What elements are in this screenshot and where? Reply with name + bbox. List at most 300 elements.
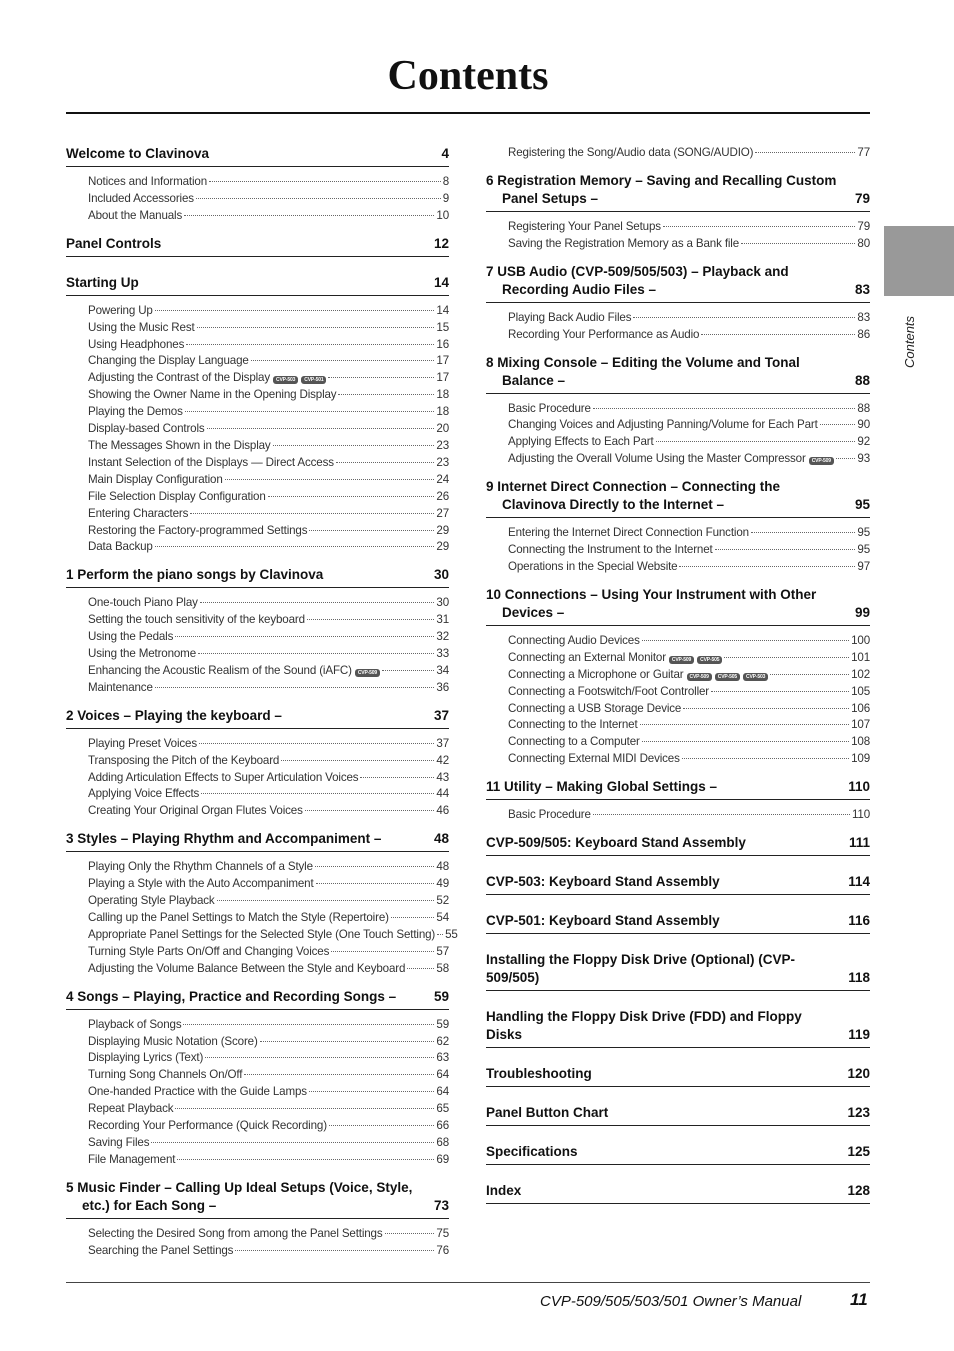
model-badge: CVP-503 bbox=[743, 673, 768, 681]
toc-entry[interactable] bbox=[88, 174, 449, 191]
model-badge: CVP-509 bbox=[809, 457, 834, 465]
toc-entry-page: 14 bbox=[436, 303, 449, 317]
toc-entry-label: Turning Style Parts On/Off and Changing Voices bbox=[88, 944, 330, 958]
toc-entry-label: Searching the Panel Settings bbox=[88, 1243, 234, 1257]
toc-section-page: 88 bbox=[854, 372, 870, 388]
toc-entry-label: Displaying Lyrics (Text) bbox=[88, 1051, 204, 1065]
toc-entry[interactable] bbox=[508, 327, 870, 344]
dot-leader bbox=[338, 394, 434, 395]
toc-section-heading[interactable] bbox=[486, 1143, 870, 1165]
dot-leader bbox=[309, 530, 434, 531]
toc-entry-page: 93 bbox=[857, 452, 870, 466]
toc-entry[interactable] bbox=[88, 1017, 449, 1034]
dot-leader bbox=[281, 760, 434, 761]
dot-leader bbox=[836, 458, 855, 459]
dot-leader bbox=[656, 441, 856, 442]
toc-entry-label: Playback of Songs bbox=[88, 1017, 182, 1031]
toc-entry-label: The Messages Shown in the Display bbox=[88, 438, 271, 452]
toc-entry-page: 44 bbox=[436, 787, 449, 801]
toc-entry-label: Applying Voice Effects bbox=[88, 787, 200, 801]
toc-section-page: 123 bbox=[847, 1105, 870, 1121]
toc-entry[interactable] bbox=[508, 219, 870, 236]
toc-entry-page: 107 bbox=[851, 718, 870, 732]
toc-subentries bbox=[66, 852, 458, 977]
toc-entry[interactable] bbox=[88, 370, 449, 387]
toc-section-heading[interactable] bbox=[486, 951, 870, 991]
toc-entry[interactable] bbox=[508, 145, 870, 162]
toc-section bbox=[66, 830, 458, 977]
dot-leader bbox=[437, 934, 443, 935]
dot-leader bbox=[305, 810, 435, 811]
toc-entry-label: Operating Style Playback bbox=[88, 894, 215, 908]
toc-section bbox=[486, 586, 870, 768]
toc-section-heading[interactable] bbox=[486, 172, 870, 212]
toc-section-title: Installing the Floppy Disk Drive (Optional) (CVP-509/505) bbox=[486, 952, 796, 986]
toc-entry[interactable] bbox=[508, 701, 870, 718]
toc-entry[interactable] bbox=[88, 803, 449, 820]
toc-section-heading[interactable] bbox=[66, 1179, 449, 1219]
toc-entry[interactable] bbox=[508, 717, 870, 734]
toc-entry[interactable] bbox=[88, 663, 449, 680]
toc-entry[interactable] bbox=[88, 303, 449, 320]
toc-section-page: 118 bbox=[848, 970, 870, 986]
toc-entry-label: Connecting Audio Devices bbox=[508, 633, 640, 647]
toc-entry[interactable] bbox=[88, 859, 449, 876]
toc-section-title: 3 Styles – Playing Rhythm and Accompaniment – bbox=[66, 831, 382, 847]
toc-entry[interactable] bbox=[88, 387, 449, 404]
toc-entry-label: Changing the Display Language bbox=[88, 354, 249, 368]
toc-entry[interactable] bbox=[88, 893, 449, 910]
toc-section-heading[interactable] bbox=[66, 707, 449, 729]
toc-section-page: 79 bbox=[854, 190, 870, 206]
toc-subentries bbox=[66, 1219, 449, 1260]
dot-leader bbox=[155, 687, 435, 688]
dot-leader bbox=[155, 310, 435, 311]
toc-entry-label: Adjusting the Contrast of the Display bbox=[88, 371, 270, 385]
toc-entry-label: Restoring the Factory-programmed Settings bbox=[88, 523, 308, 537]
toc-subentries bbox=[66, 167, 449, 225]
toc-section-title: 9 Internet Direct Connection – Connecting the Clavinova Directly to the Internet – bbox=[486, 479, 781, 513]
toc-entry-page: 58 bbox=[436, 961, 449, 975]
toc-entry-page: 95 bbox=[857, 543, 870, 557]
toc-entry-label: Basic Procedure bbox=[508, 401, 591, 415]
toc-entry-label: Display-based Controls bbox=[88, 422, 205, 436]
toc-entry[interactable] bbox=[88, 910, 449, 927]
toc-entry[interactable] bbox=[88, 472, 449, 489]
toc-entry[interactable] bbox=[88, 595, 449, 612]
toc-entry[interactable] bbox=[508, 236, 870, 253]
toc-entry-label: Playing Back Audio Files bbox=[508, 310, 632, 324]
toc-entry[interactable] bbox=[508, 310, 870, 327]
dot-leader bbox=[770, 674, 849, 675]
dot-leader bbox=[682, 758, 849, 759]
toc-subentries bbox=[486, 518, 870, 576]
toc-subentries bbox=[486, 394, 870, 469]
toc-section bbox=[486, 1008, 870, 1048]
toc-entry-page: 63 bbox=[436, 1051, 449, 1065]
dot-leader bbox=[235, 1250, 434, 1251]
toc-entry-label: Appropriate Panel Settings for the Selected Style (One Touch Setting) bbox=[88, 927, 436, 941]
dot-leader bbox=[268, 496, 435, 497]
toc-section-heading[interactable] bbox=[486, 778, 870, 800]
dot-leader bbox=[196, 198, 441, 199]
toc-entry[interactable] bbox=[88, 1084, 449, 1101]
toc-entry-page: 15 bbox=[436, 320, 449, 334]
toc-section-title: Specifications bbox=[486, 1144, 578, 1160]
toc-entry-page: 24 bbox=[436, 472, 449, 486]
toc-entry[interactable] bbox=[88, 753, 449, 770]
dot-leader bbox=[640, 724, 850, 725]
toc-entry-label: Using Headphones bbox=[88, 337, 185, 351]
toc-section-heading[interactable] bbox=[486, 263, 870, 303]
toc-section-title: 5 Music Finder – Calling Up Ideal Setups (Voice, Style, etc.) for Each Song – bbox=[66, 1179, 413, 1213]
toc-section-heading[interactable] bbox=[66, 830, 449, 852]
toc-entry-label: Instant Selection of the Displays — Direct Access bbox=[88, 455, 334, 469]
toc-entry[interactable] bbox=[88, 523, 449, 540]
toc-section bbox=[486, 1182, 870, 1204]
toc-entry-page: 23 bbox=[436, 438, 449, 452]
toc-entry[interactable] bbox=[88, 680, 449, 697]
dot-leader bbox=[244, 1074, 434, 1075]
toc-entry-page: 29 bbox=[436, 523, 449, 537]
toc-section-heading[interactable] bbox=[486, 586, 870, 626]
toc-entry[interactable] bbox=[88, 786, 449, 803]
model-badge: CVP-509 bbox=[669, 656, 694, 664]
toc-entry-page: 66 bbox=[436, 1119, 449, 1133]
toc-entry[interactable] bbox=[508, 434, 870, 451]
toc-section bbox=[486, 263, 870, 344]
toc-entry-page: 26 bbox=[436, 489, 449, 503]
toc-entry[interactable] bbox=[508, 751, 870, 768]
toc-entry[interactable] bbox=[508, 451, 870, 468]
toc-section bbox=[486, 951, 870, 991]
toc-entry[interactable] bbox=[508, 417, 870, 434]
toc-entry-page: 52 bbox=[436, 894, 449, 908]
dot-leader bbox=[185, 411, 435, 412]
toc-entry[interactable] bbox=[88, 1118, 449, 1135]
toc-entry-label: Adjusting the Overall Volume Using the Master Compressor bbox=[508, 452, 806, 466]
toc-entry-page: 34 bbox=[436, 663, 449, 677]
toc-section bbox=[486, 354, 870, 469]
toc-section-page: 73 bbox=[433, 1197, 449, 1213]
toc-entry-page: 18 bbox=[436, 388, 449, 402]
toc-subentries bbox=[66, 729, 449, 821]
toc-section-page: 116 bbox=[848, 913, 870, 929]
toc-section-heading[interactable] bbox=[486, 1065, 870, 1087]
footer-manual-title: CVP-509/505/503/501 Owner’s Manual bbox=[540, 1293, 802, 1310]
toc-entry-label: About the Manuals bbox=[88, 208, 183, 222]
toc-section-title: 1 Perform the piano songs by Clavinova bbox=[66, 567, 324, 583]
dot-leader bbox=[316, 883, 435, 884]
toc-entry-label: Transposing the Pitch of the Keyboard bbox=[88, 753, 280, 767]
toc-section-page: 110 bbox=[848, 779, 870, 795]
dot-leader bbox=[198, 653, 434, 654]
toc-entry-page: 100 bbox=[851, 633, 870, 647]
toc-entry[interactable] bbox=[88, 612, 449, 629]
toc-entry[interactable] bbox=[88, 770, 449, 787]
dot-leader bbox=[307, 619, 435, 620]
toc-entry-label: Using the Music Rest bbox=[88, 320, 195, 334]
dot-leader bbox=[391, 917, 435, 918]
page-title: Contents bbox=[387, 53, 549, 99]
toc-entry[interactable] bbox=[508, 559, 870, 576]
side-tab-label bbox=[896, 310, 926, 370]
toc-entry[interactable] bbox=[508, 542, 870, 559]
toc-section-title: CVP-509/505: Keyboard Stand Assembly bbox=[486, 835, 746, 851]
dot-leader bbox=[407, 968, 434, 969]
toc-entry[interactable] bbox=[508, 633, 870, 650]
toc-entry-label: Basic Procedure bbox=[508, 808, 591, 822]
toc-entry-page: 95 bbox=[857, 526, 870, 540]
toc-subentries bbox=[486, 303, 870, 344]
toc-entry-page: 16 bbox=[436, 337, 449, 351]
dot-leader bbox=[642, 741, 849, 742]
dot-leader bbox=[328, 377, 434, 378]
toc-section-heading[interactable] bbox=[66, 235, 449, 257]
toc-entry-label: Displaying Music Notation (Score) bbox=[88, 1034, 258, 1048]
toc-section bbox=[486, 478, 870, 576]
toc-entry-label: Maintenance bbox=[88, 680, 153, 694]
toc-section-heading[interactable] bbox=[66, 566, 449, 588]
dot-leader bbox=[175, 636, 434, 637]
toc-entry-label: Calling up the Panel Settings to Match the Style (Repertoire) bbox=[88, 911, 389, 924]
toc-entry[interactable] bbox=[88, 927, 458, 944]
toc-entry-page: 10 bbox=[436, 208, 449, 222]
toc-entry[interactable] bbox=[88, 944, 449, 961]
toc-entry-page: 55 bbox=[445, 927, 458, 941]
toc-entry-page: 77 bbox=[857, 146, 870, 159]
toc-entry-label: Playing Preset Voices bbox=[88, 736, 197, 750]
toc-subentries bbox=[66, 588, 449, 696]
toc-entry-page: 105 bbox=[851, 684, 870, 698]
toc-entry-page: 76 bbox=[436, 1243, 449, 1257]
toc-entry[interactable] bbox=[88, 1050, 449, 1067]
dot-leader bbox=[151, 1142, 434, 1143]
dot-leader bbox=[711, 691, 849, 692]
toc-entry-label: Recording Your Performance (Quick Recording) bbox=[88, 1119, 327, 1133]
model-badge: CVP-509 bbox=[687, 673, 712, 681]
toc-entry[interactable] bbox=[508, 667, 870, 684]
toc-section-title: 8 Mixing Console – Editing the Volume and Tonal Balance – bbox=[486, 354, 800, 388]
toc-entry-label: File Management bbox=[88, 1152, 176, 1166]
toc-section-title: Troubleshooting bbox=[486, 1066, 592, 1082]
toc-entry-page: 86 bbox=[857, 327, 870, 341]
toc-section-heading[interactable] bbox=[486, 354, 870, 394]
toc-entry[interactable] bbox=[88, 506, 449, 523]
toc-section-title: Welcome to Clavinova bbox=[66, 146, 210, 161]
toc-entry-label: Saving Files bbox=[88, 1135, 150, 1149]
toc-entry-label: Changing Voices and Adjusting Panning/Volume for Each Part bbox=[508, 418, 818, 432]
toc-entry-page: 17 bbox=[436, 354, 449, 368]
toc-entry[interactable] bbox=[88, 1067, 449, 1084]
toc-entry[interactable] bbox=[88, 1034, 449, 1051]
toc-entry[interactable] bbox=[508, 650, 870, 667]
toc-entry-page: 33 bbox=[436, 647, 449, 661]
dot-leader bbox=[593, 408, 856, 409]
toc-section-page: 99 bbox=[854, 604, 870, 620]
toc-entry-page: 80 bbox=[857, 236, 870, 250]
dot-leader bbox=[205, 1057, 434, 1058]
toc-section bbox=[486, 834, 870, 856]
toc-entry-page: 90 bbox=[857, 418, 870, 432]
toc-entry-label: Connecting a Microphone or Guitar bbox=[508, 667, 684, 681]
dot-leader bbox=[633, 317, 855, 318]
dot-leader bbox=[724, 657, 849, 658]
toc-section-page: 125 bbox=[847, 1144, 870, 1160]
toc-entry[interactable] bbox=[88, 337, 449, 354]
toc-entry[interactable] bbox=[88, 191, 449, 208]
toc-section-page: 120 bbox=[847, 1066, 870, 1082]
toc-entry[interactable] bbox=[88, 736, 449, 753]
toc-section-heading[interactable] bbox=[486, 912, 870, 934]
toc-entry[interactable] bbox=[88, 421, 449, 438]
toc-entry[interactable] bbox=[88, 1101, 449, 1118]
model-badge: CVP-503 bbox=[273, 376, 298, 384]
toc-section-heading[interactable] bbox=[486, 1008, 870, 1048]
toc-entry-page: 101 bbox=[851, 650, 870, 664]
toc-entry-page: 64 bbox=[436, 1068, 449, 1082]
toc-section-heading[interactable] bbox=[486, 834, 870, 856]
toc-subentries bbox=[66, 1010, 449, 1169]
toc-entry-page: 109 bbox=[851, 752, 870, 766]
toc-entry-page: 9 bbox=[442, 191, 449, 205]
toc-entry-label: Creating Your Original Organ Flutes Voices bbox=[88, 804, 303, 818]
dot-leader bbox=[751, 532, 855, 533]
toc-entry[interactable] bbox=[88, 353, 449, 370]
toc-entry[interactable] bbox=[88, 629, 449, 646]
toc-entry[interactable] bbox=[88, 1243, 449, 1260]
toc-section-page: 111 bbox=[848, 835, 870, 851]
toc-entry[interactable] bbox=[88, 876, 449, 893]
toc-entry-label: Operations in the Special Website bbox=[508, 559, 678, 573]
toc-entry-label: Entering Characters bbox=[88, 506, 189, 520]
toc-entry[interactable] bbox=[88, 438, 449, 455]
toc-entry[interactable] bbox=[508, 401, 870, 418]
dot-leader bbox=[186, 344, 434, 345]
toc-entry-page: 83 bbox=[857, 310, 870, 324]
toc-subentries bbox=[486, 626, 870, 768]
toc-entry[interactable] bbox=[508, 734, 870, 751]
toc-entry-label: Playing a Style with the Auto Accompaniment bbox=[88, 877, 314, 891]
toc-section-page: 128 bbox=[847, 1183, 870, 1199]
toc-entry-label: Notices and Information bbox=[88, 175, 207, 188]
toc-section-title: 2 Voices – Playing the keyboard – bbox=[66, 707, 282, 723]
toc-entry-label: Entering the Internet Direct Connection Function bbox=[508, 526, 749, 540]
toc-entry-label: Adjusting the Volume Balance Between the Style and Keyboard bbox=[88, 961, 406, 975]
toc-entry[interactable] bbox=[88, 1152, 449, 1169]
toc-section-heading[interactable] bbox=[66, 145, 449, 167]
dot-leader bbox=[820, 424, 856, 425]
toc-section-title: 10 Connections – Using Your Instrument with Other Devices – bbox=[486, 586, 817, 620]
toc-section-title: 6 Registration Memory – Saving and Recalling Custom Panel Setups – bbox=[486, 172, 837, 206]
toc-section-heading[interactable] bbox=[486, 1104, 870, 1126]
dot-leader bbox=[360, 777, 434, 778]
toc-entry[interactable] bbox=[88, 208, 449, 225]
toc-subentries bbox=[66, 296, 449, 557]
dot-leader bbox=[331, 951, 434, 952]
toc-section-title: 7 USB Audio (CVP-509/505/503) – Playback and Recording Audio Files – bbox=[486, 263, 789, 297]
toc-entry[interactable] bbox=[88, 961, 449, 978]
model-badge: CVP-509 bbox=[355, 669, 380, 677]
toc-entry-label: Repeat Playback bbox=[88, 1102, 174, 1116]
toc-entry-page: 31 bbox=[436, 613, 449, 627]
toc-entry[interactable] bbox=[88, 455, 449, 472]
dot-leader bbox=[315, 866, 434, 867]
toc-entry-label: Connecting an External Monitor bbox=[508, 650, 666, 664]
toc-section-heading[interactable] bbox=[66, 988, 449, 1010]
toc-entry[interactable] bbox=[508, 807, 870, 824]
dot-leader bbox=[201, 793, 434, 794]
toc-entry-label: Playing Only the Rhythm Channels of a Style bbox=[88, 860, 313, 874]
toc-entry-page: 97 bbox=[857, 559, 870, 573]
toc-section-heading[interactable] bbox=[486, 873, 870, 895]
toc-section-heading[interactable] bbox=[486, 478, 870, 518]
dot-leader bbox=[260, 1041, 435, 1042]
toc-entry[interactable] bbox=[88, 320, 449, 337]
toc-entry[interactable] bbox=[88, 404, 449, 421]
toc-section bbox=[66, 1179, 449, 1260]
dot-leader bbox=[175, 1108, 434, 1109]
toc-section bbox=[66, 235, 449, 257]
toc-entry-label: Connecting a USB Storage Device bbox=[508, 701, 682, 715]
toc-entry-label: Saving the Registration Memory as a Bank file bbox=[508, 236, 740, 250]
toc-entry-page: 108 bbox=[851, 735, 870, 749]
toc-entry-page: 29 bbox=[436, 540, 449, 554]
toc-entry-page: 23 bbox=[436, 455, 449, 469]
toc-section bbox=[486, 172, 870, 253]
toc-entry[interactable] bbox=[88, 489, 449, 506]
toc-entry-label: One-handed Practice with the Guide Lamps bbox=[88, 1085, 307, 1099]
toc-section-page: 83 bbox=[854, 281, 870, 297]
toc-entry-page: 48 bbox=[436, 860, 449, 874]
toc-entry[interactable] bbox=[508, 525, 870, 542]
toc-entry[interactable] bbox=[88, 1226, 449, 1243]
toc-entry[interactable] bbox=[88, 1135, 449, 1152]
toc-entry-label: Included Accessories bbox=[88, 191, 194, 205]
toc-entry-label: Selecting the Desired Song from among the Panel Settings bbox=[88, 1226, 383, 1240]
side-tab bbox=[884, 226, 954, 296]
toc-section bbox=[486, 778, 870, 824]
toc-entry[interactable] bbox=[508, 684, 870, 701]
toc-entry-page: 92 bbox=[857, 435, 870, 449]
toc-section-heading[interactable] bbox=[66, 274, 449, 296]
toc-entry-page: 79 bbox=[857, 219, 870, 233]
dot-leader bbox=[683, 708, 849, 709]
toc-entry[interactable] bbox=[88, 539, 449, 556]
toc-entry-page: 20 bbox=[436, 422, 449, 436]
toc-left-column bbox=[66, 145, 458, 1270]
toc-entry-page: 88 bbox=[857, 401, 870, 415]
toc-entry-label: One-touch Piano Play bbox=[88, 596, 198, 610]
model-badge: CVP-505 bbox=[715, 673, 740, 681]
toc-entry-label: Data Backup bbox=[88, 540, 153, 554]
toc-entry-label: Adding Articulation Effects to Super Articulation Voices bbox=[88, 770, 359, 784]
toc-section-title: 4 Songs – Playing, Practice and Recording Songs – bbox=[66, 988, 397, 1004]
toc-section-heading[interactable] bbox=[486, 1182, 870, 1204]
toc-section bbox=[66, 145, 449, 225]
toc-section-title: Panel Controls bbox=[66, 235, 162, 251]
model-badge: CVP-505 bbox=[697, 656, 722, 664]
toc-entry-page: 8 bbox=[442, 175, 449, 188]
dot-leader bbox=[715, 549, 856, 550]
toc-entry-label: Playing the Demos bbox=[88, 405, 183, 419]
dot-leader bbox=[642, 640, 849, 641]
toc-section-page: 12 bbox=[433, 235, 449, 251]
toc-entry-page: 49 bbox=[436, 877, 449, 891]
dot-leader bbox=[741, 243, 855, 244]
toc-entry[interactable] bbox=[88, 646, 449, 663]
toc-entry-page: 62 bbox=[436, 1034, 449, 1048]
